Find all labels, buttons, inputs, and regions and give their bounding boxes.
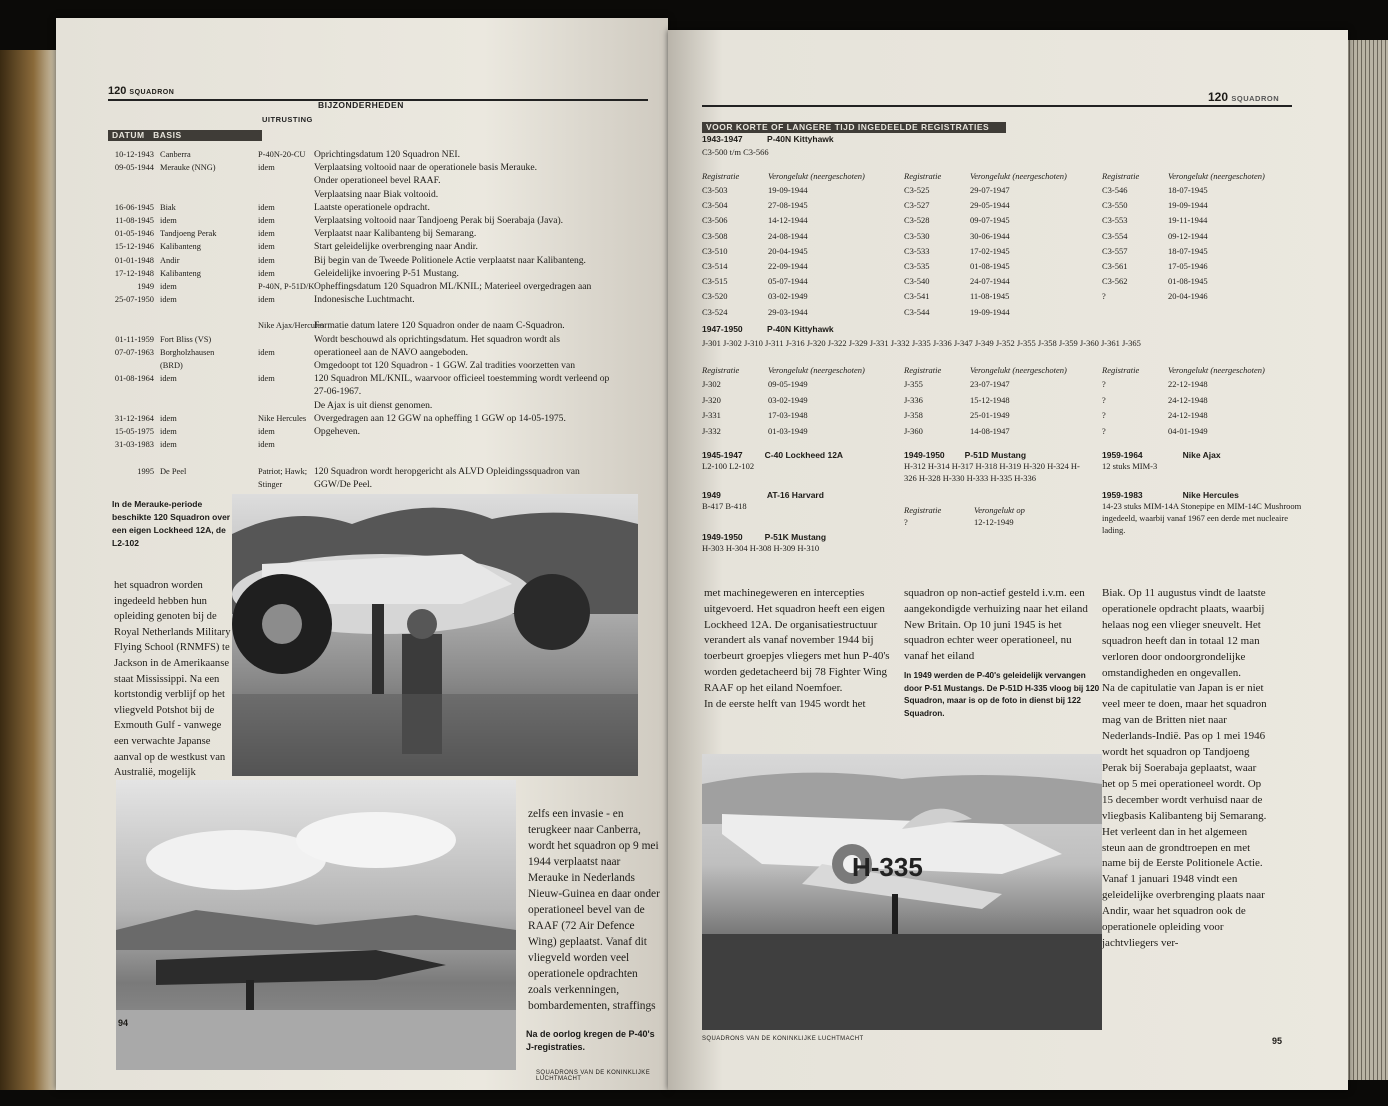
block1-range: C3-500 t/m C3-566 [702, 147, 769, 157]
article-body-left-1: het squadron worden ingedeeld hebben hun opleiding genoten bij de Royal Netherlands Military Flying School (RNMFS) te Jackson in de Amerikaanse staat Mississippi. Na een kortstondig verblijf op het vliegveld Potshot bij de Exmouth Gulf - vanwege een verwachte Japanse aanval op de westkust van Australië, mogelijk [114, 580, 231, 779]
registration-row [904, 230, 1104, 245]
right-page-number: 95 [1272, 1036, 1283, 1046]
table-row [108, 451, 648, 464]
cell-text: Opgeheven. [314, 425, 361, 437]
col-head-lost: Verongelukt (neergeschoten) [970, 171, 1067, 181]
registration-row [904, 214, 1104, 229]
table-row [108, 240, 648, 253]
reg-code: C3-503 [702, 185, 728, 195]
table-row [108, 293, 648, 306]
cell-text: Wordt beschouwd als oprichtingsdatum. Het squadron wordt als [314, 333, 560, 345]
reg-date: 23-07-1947 [970, 379, 1010, 389]
table-row [108, 188, 648, 201]
reg-date: 22-12-1948 [1168, 379, 1208, 389]
table-row [108, 161, 648, 174]
cell-text: 27-06-1967. [314, 386, 362, 398]
block-nike-hercules: 1959-1983 Nike Hercules 14-23 stuks MIM-14A Stonepipe en MIM-14C Mushroom ingedeeld, waarbij vanaf 1967 een derde met nucleaire lading. [1102, 490, 1302, 535]
reg-code: C3-528 [904, 215, 930, 226]
reg-code: ? [1102, 291, 1106, 302]
left-header-label: SQUADRON [129, 89, 175, 96]
reg-code: J-332 [702, 425, 721, 436]
table-row [108, 227, 648, 240]
cell-text: De Ajax is uit dienst genomen. [314, 399, 433, 411]
cell-base: Borgholzhausen [160, 347, 215, 357]
reg-date: 17-03-1948 [768, 410, 808, 420]
left-header-number: 120 [108, 85, 127, 97]
cell-text: 120 Squadron ML/KNIL, waarvoor officieel toestemming wordt verleend op [314, 373, 610, 385]
table-row [108, 478, 648, 491]
reg-code: C3-506 [702, 215, 728, 226]
registration-row [904, 306, 1104, 321]
reg-date: 03-02-1949 [768, 291, 808, 302]
block2-heading: 1947-1950 P-40N Kittyhawk [702, 324, 834, 334]
cell-text: Omgedoopt tot 120 Squadron - 1 GGW. Zal tradities voorzetten van [314, 360, 576, 371]
reg-date: 17-05-1946 [1168, 260, 1208, 271]
reg-date: 25-01-1949 [970, 410, 1010, 420]
reg-code: J-331 [702, 410, 721, 420]
cell-date: 31-03-1983 [114, 440, 154, 450]
registration-row [1102, 306, 1302, 321]
reg-date: 29-05-1944 [970, 200, 1010, 211]
cell-equip: idem [258, 163, 275, 173]
registration-row [702, 290, 902, 305]
cell-base: (BRD) [160, 361, 183, 370]
article-body-left-2: zelfs een invasie - en terugkeer naar Canberra, wordt het squadron op 9 mei 1944 verplaatst naar Merauke in Nederlands Nieuw-Guinea en daar onder operationeel bevel van de RAAF (72 Air Defence Wing) geplaatst. Vanaf dit vliegveld worden veel operationele opdrachten zoals verkenningen, bombardementen, straffings [528, 808, 660, 1012]
cell-equip: idem [258, 242, 275, 252]
reg-date: 24-08-1944 [768, 230, 808, 241]
reg-date: 27-08-1945 [768, 200, 808, 211]
reg-date: 29-07-1947 [970, 185, 1010, 195]
cell-date: 01-05-1946 [114, 229, 154, 239]
reg-code: J-336 [904, 394, 923, 405]
cell-equip: Patriot; Hawk; [258, 466, 308, 476]
registration-column [1102, 364, 1302, 440]
cell-equip: idem [258, 440, 275, 450]
cell-base: Kalibanteng [160, 268, 201, 278]
cell-text: Verplaatsing voltooid naar de operationele basis Merauke. [314, 162, 537, 174]
photo-caption-lockheed: In de Merauke-periode beschikte 120 Squadron over een eigen Lockheed 12A, de L2-102 [112, 499, 231, 548]
registration-row [1102, 425, 1302, 441]
registration-row [904, 394, 1104, 410]
registration-row [702, 275, 902, 290]
cell-base: idem [160, 413, 177, 423]
registration-row [1102, 184, 1302, 199]
reg-code: C3-533 [904, 245, 930, 256]
cell-equip: idem [258, 202, 275, 212]
cell-text: Formatie datum latere 120 Squadron onder de naam C-Squadron. [314, 320, 565, 332]
lockheed-photo-art [232, 494, 638, 776]
registration-row [904, 409, 1104, 425]
reg-date: 04-01-1949 [1168, 425, 1208, 436]
reg-date: 19-09-1944 [768, 185, 808, 195]
reg-date: 05-07-1944 [768, 276, 808, 287]
cell-text: operationeel aan de NAVO aangeboden. [314, 346, 469, 358]
reg-date: 11-08-1945 [970, 291, 1010, 302]
reg-code: C3-525 [904, 185, 930, 195]
reg-date: 01-08-1945 [1168, 276, 1208, 287]
table-row [108, 438, 648, 451]
table-row [108, 425, 648, 438]
cell-equip: idem [258, 215, 275, 225]
reg-code: C3-562 [1102, 276, 1128, 287]
cell-text: Verplaatst naar Kalibanteng bij Semarang. [314, 228, 477, 240]
registration-row [702, 184, 902, 199]
col-head-lost: Verongelukt (neergeschoten) [1168, 365, 1265, 375]
cell-text: GGW/De Peel. [314, 478, 373, 490]
reg-code: C3-520 [702, 291, 728, 302]
cell-date: 11-08-1945 [115, 215, 154, 225]
block1-heading: 1943-1947 P-40N Kittyhawk [702, 134, 834, 144]
reg-code: C3-524 [702, 306, 728, 317]
cell-text: Oprichtingsdatum 120 Squadron NEI. [314, 149, 461, 160]
registration-row [702, 409, 902, 425]
cell-equip: P-40N-20-CU [258, 150, 306, 159]
cell-date: 01-11-1959 [115, 334, 154, 344]
registration-column [904, 364, 1104, 440]
table-row [108, 399, 648, 412]
right-header [1208, 90, 1279, 104]
table-row [108, 201, 648, 214]
reg-date: 15-12-1948 [970, 394, 1010, 405]
book-left-edge [0, 50, 56, 1090]
cell-text: Start geleidelijke overbrenging naar Andir. [314, 241, 478, 253]
cell-equip: Nike Hercules [258, 413, 307, 423]
registration-row [1102, 275, 1302, 290]
reg-date: 17-02-1945 [970, 245, 1010, 256]
cell-base: De Peel [160, 466, 187, 476]
cell-date: 1949 [137, 281, 154, 291]
col-head-reg: Registratie [904, 171, 942, 181]
block-p51d: 1949-1950 P-51D Mustang H-312 H-314 H-317 H-318 H-319 H-320 H-324 H-326 H-328 H-330 H-333 H-335 H-336 [904, 450, 1080, 483]
cell-equip: idem [258, 229, 275, 239]
reg-date: 03-02-1949 [768, 394, 808, 405]
cell-equip: Stinger [258, 479, 283, 489]
reg-date: 19-11-1944 [1168, 215, 1208, 226]
table-row [108, 174, 648, 187]
cell-date: 25-07-1950 [114, 295, 154, 305]
reg-code: J-360 [904, 425, 923, 436]
registration-row [702, 394, 902, 410]
cell-date: 07-07-1963 [114, 347, 154, 357]
reg-date: 30-06-1944 [970, 230, 1010, 241]
registration-row [904, 199, 1104, 214]
reg-code: C3-540 [904, 276, 930, 287]
col-head-lost: Verongelukt (neergeschoten) [970, 365, 1067, 375]
table-row [108, 465, 648, 478]
cell-base: Tandjoeng Perak [160, 229, 217, 239]
registration-column [702, 170, 902, 321]
table-row [108, 372, 648, 385]
reg-code: ? [1102, 394, 1106, 405]
right-footer: SQUADRONS VAN DE KONINKLIJKE LUCHTMACHT [702, 1036, 864, 1042]
reg-code: C3-544 [904, 306, 930, 317]
cell-text: 120 Squadron wordt heropgericht als ALVD Opleidingssquadron van [314, 465, 580, 477]
cell-equip: idem [258, 347, 275, 357]
col-head-lost: Verongelukt (neergeschoten) [768, 365, 865, 375]
cell-date: 1995 [137, 466, 154, 476]
registration-row [702, 425, 902, 441]
reg-code: J-302 [702, 379, 721, 389]
registration-row [904, 290, 1104, 305]
reg-code: C3-504 [702, 200, 728, 211]
col-head-reg: Registratie [1102, 171, 1140, 181]
left-footer: SQUADRONS VAN DE KONINKLIJKE LUCHTMACHT [536, 1070, 651, 1082]
registration-row [702, 214, 902, 229]
reg-code: C3-530 [904, 230, 930, 241]
plane-code: H-335 [852, 852, 923, 882]
cell-text: Opheffingsdatum 120 Squadron ML/KNIL; Materieel overgedragen aan [314, 280, 592, 292]
reg-code: C3-527 [904, 200, 930, 211]
reg-code: J-320 [702, 394, 721, 405]
cell-base: Kalibanteng [160, 242, 201, 252]
table-row [108, 412, 648, 425]
photo-p51-mustang [702, 754, 1102, 1030]
table-row [108, 385, 648, 398]
cell-equip: idem [258, 255, 275, 265]
table-row [108, 280, 648, 293]
left-header [108, 85, 174, 97]
reg-code: C3-553 [1102, 215, 1128, 226]
table-row [108, 319, 648, 332]
registration-row [904, 245, 1104, 260]
photo-p40-airfield [116, 780, 516, 1070]
registration-row [702, 245, 902, 260]
reg-date: 29-03-1944 [768, 306, 808, 317]
reg-date: 20-04-1945 [768, 245, 808, 256]
reg-code: J-358 [904, 410, 923, 420]
table-row [108, 333, 648, 346]
reg-date: 09-12-1944 [1168, 230, 1208, 241]
registration-row [1102, 260, 1302, 275]
table-row [108, 254, 648, 267]
reg-date: 09-05-1949 [768, 379, 808, 389]
cell-base: idem [160, 215, 177, 225]
registration-row [904, 378, 1104, 394]
cell-base: Andir [160, 255, 180, 265]
table-row [108, 306, 648, 319]
article-body-right-1: met machinegeweren en intercepties uitgevoerd. Het squadron heeft een eigen Lockheed 12A. De organisatiestructuur verandert als vanaf november 1944 bij toerbeurt groepjes vliegers met hun P-40's worden gedetacheerd bij 78 Fighter Wing RAAF op het eiland Noemfoer. In de eerste helft van 1945 wordt het [704, 587, 890, 710]
cell-text: Geleidelijke invoering P-51 Mustang. [314, 267, 459, 279]
reg-code: C3-515 [702, 276, 728, 287]
reg-date: 22-09-1944 [768, 260, 808, 271]
cell-date: 10-12-1943 [114, 150, 154, 159]
left-page [56, 18, 668, 1090]
block-p51k: 1949-1950 P-51K Mustang H-303 H-304 H-308 H-309 H-310 [702, 532, 827, 553]
registration-row [904, 425, 1104, 441]
reg-date: 19-09-1944 [970, 306, 1010, 317]
col-head-details: BIJZONDERHEDEN [318, 100, 404, 110]
cell-text: Onder operationeel bevel RAAF. [314, 175, 441, 187]
p40-photo-art [116, 780, 516, 1070]
photo-lockheed [232, 494, 638, 776]
cell-equip: Nike Ajax/Hercules [258, 321, 325, 331]
registration-row [904, 260, 1104, 275]
book-page-stack [1346, 40, 1388, 1080]
cell-base: idem [160, 440, 177, 450]
registration-column [1102, 170, 1302, 321]
right-header-label: SQUADRON [1231, 94, 1280, 103]
reg-date: 24-12-1948 [1168, 410, 1208, 420]
left-page-number: 94 [118, 1018, 129, 1028]
reg-code: C3-550 [1102, 200, 1128, 211]
cell-base: Fort Bliss (VS) [160, 334, 212, 344]
cell-date: 01-01-1948 [114, 255, 154, 265]
registration-column [904, 170, 1104, 321]
reg-code: C3-561 [1102, 260, 1128, 271]
reg-date: 14-12-1944 [768, 215, 808, 226]
cell-base: idem [160, 374, 177, 384]
table-row [108, 267, 648, 280]
reg-code: C3-535 [904, 260, 930, 271]
cell-base: Merauke (NNG) [160, 163, 216, 173]
cell-text: Overgedragen aan 12 GGW na opheffing 1 GGW op 14-05-1975. [314, 412, 566, 424]
col-head-equipment: UITRUSTING [262, 115, 313, 124]
photo-caption-p40: Na de oorlog kregen de P-40's J-registraties. [526, 1029, 655, 1052]
table-row [108, 359, 648, 372]
cell-equip: idem [258, 374, 275, 384]
table-row [108, 148, 648, 161]
registration-row [702, 199, 902, 214]
cell-equip: P-40N, P-51D/K [258, 281, 315, 291]
block-c40: 1945-1947 C-40 Lockheed 12A L2-100 L2-102 [702, 450, 844, 471]
col-head-reg: Registratie [904, 365, 942, 375]
right-page [668, 30, 1348, 1090]
reg-date: 18-07-1945 [1168, 245, 1208, 256]
reg-code: C3-514 [702, 260, 728, 271]
photo-caption-p51: In 1949 werden de P-40's geleidelijk vervangen door P-51 Mustangs. De P-51D H-335 vloog bij 120 Squadron, maar is op de foto in dienst bij 122 Squadron. [904, 671, 1100, 718]
col-head-reg: Registratie [702, 365, 740, 375]
registration-row [1102, 199, 1302, 214]
registration-row [1102, 230, 1302, 245]
registration-row [1102, 378, 1302, 394]
cell-date: 01-08-1964 [114, 374, 154, 384]
cell-equip: idem [258, 268, 275, 278]
cell-date: 16-06-1945 [114, 202, 154, 212]
registration-row [1102, 290, 1302, 305]
block2-list: J-301 J-302 J-310 J-311 J-316 J-320 J-322 J-329 J-331 J-332 J-335 J-336 J-347 J-349 J-352 J-355 J-358 J-359 J-360 J-361 J-365 [702, 338, 1141, 348]
cell-date: 31-12-1964 [114, 413, 154, 423]
article-body-right-2: squadron op non-actief gesteld i.v.m. een aangekondigde verhuizing naar het eiland New Britain. Op 10 juni 1945 is het squadron echter weer operationeel, nu vanaf het eiland [904, 587, 1088, 663]
cell-equip: idem [258, 295, 275, 305]
registration-row [1102, 394, 1302, 410]
registration-row [702, 306, 902, 321]
registration-row [702, 260, 902, 275]
reg-code: ? [1102, 425, 1106, 436]
history-table [108, 148, 648, 491]
registration-column [702, 364, 902, 440]
block-harvard: 1949 AT-16 Harvard B-417 B-418 [702, 490, 824, 511]
reg-code: C3-510 [702, 245, 728, 256]
right-header-number: 120 [1208, 90, 1229, 104]
cell-base: idem [160, 426, 177, 436]
article-body-right-3: Biak. Op 11 augustus vindt de laatste operationele opdracht plaats, waarbij helaas nog een vlieger sneuvelt. Het squadron heeft dan in totaal 12 man verloren door ondoorgrondelijke omstandigheden en ongevallen. Na de capitulatie van Japan is er niet veel meer te doen, maar het squadron mag van de Britten niet naar Nederlands-Indië. Pas op 1 mei 1946 wordt het squadron op Tandjoeng Perak bij Soerabaja geplaatst, waar het op 5 mei operationeel wordt. Op 15 december wordt verhuisd naar de vliegbasis Kalibanteng bij Semarang. Het verleent dan in het algemeen steun aan de grondtroepen en met name bij de Eerste Politionele Actie. Vanaf 1 januari 1948 vindt een geleidelijke overbrenging plaats naar Andir, waar het squadron ook de operationele opleiding voor jachtvliegers ver- [1102, 587, 1267, 949]
cell-text: Laatste operationele opdracht. [314, 201, 430, 213]
registration-row [702, 230, 902, 245]
block-nike-ajax: 1959-1964 Nike Ajax 12 stuks MIM-3 [1102, 450, 1221, 471]
registrations-bar: VOOR KORTE OF LANGERE TIJD INGEDEELDE REGISTRATIES [702, 122, 1006, 133]
p51-photo-art [702, 754, 1102, 1030]
cell-date: 17-12-1948 [114, 268, 154, 278]
block-harvard-loss: Registratie Verongelukt op ? 12-12-1949 [904, 505, 1025, 527]
registration-row [1102, 245, 1302, 260]
registration-row [904, 184, 1104, 199]
reg-date: 01-08-1945 [970, 260, 1010, 271]
reg-code: ? [1102, 410, 1106, 420]
cell-date: 15-05-1975 [114, 426, 154, 436]
cell-equip: idem [258, 426, 275, 436]
col-head-reg: Registratie [1102, 365, 1140, 375]
col-head-date-basis: DATUM BASIS [108, 130, 262, 141]
cell-base: idem [160, 295, 177, 305]
cell-base: idem [160, 281, 177, 291]
reg-date: 18-07-1945 [1168, 185, 1208, 195]
reg-code: C3-508 [702, 230, 728, 241]
cell-base: Biak [160, 202, 176, 212]
registration-row [904, 275, 1104, 290]
cell-text: Verplaatsing voltooid naar Tandjoeng Perak bij Soerabaja (Java). [314, 214, 564, 226]
col-head-lost: Verongelukt (neergeschoten) [1168, 171, 1265, 181]
right-header-rule [702, 105, 1292, 107]
registration-row [1102, 409, 1302, 425]
registration-row [1102, 214, 1302, 229]
reg-date: 24-12-1948 [1168, 394, 1208, 405]
registration-row [702, 378, 902, 394]
cell-text: Verplaatsing naar Biak voltooid. [314, 188, 439, 200]
reg-date: 14-08-1947 [970, 425, 1010, 436]
cell-text: Bij begin van de Tweede Politionele Actie verplaatst naar Kalibanteng. [314, 254, 586, 266]
table-row [108, 346, 648, 359]
cell-text: Indonesische Luchtmacht. [314, 294, 415, 306]
cell-date: 15-12-1946 [114, 242, 154, 252]
reg-date: 01-03-1949 [768, 425, 808, 436]
reg-code: C3-554 [1102, 230, 1128, 241]
col-head-reg: Registratie [702, 171, 740, 181]
cell-base: Canberra [160, 150, 191, 159]
cell-date: 09-05-1944 [114, 163, 154, 173]
reg-code: C3-546 [1102, 185, 1128, 195]
table-row [108, 214, 648, 227]
reg-code: C3-541 [904, 291, 930, 302]
reg-code: ? [1102, 379, 1106, 389]
reg-date: 09-07-1945 [970, 215, 1010, 226]
reg-date: 19-09-1944 [1168, 200, 1208, 211]
reg-date: 20-04-1946 [1168, 291, 1208, 302]
reg-code: J-355 [904, 379, 923, 389]
reg-date: 24-07-1944 [970, 276, 1010, 287]
reg-code: C3-557 [1102, 245, 1128, 256]
col-head-lost: Verongelukt (neergeschoten) [768, 171, 865, 181]
